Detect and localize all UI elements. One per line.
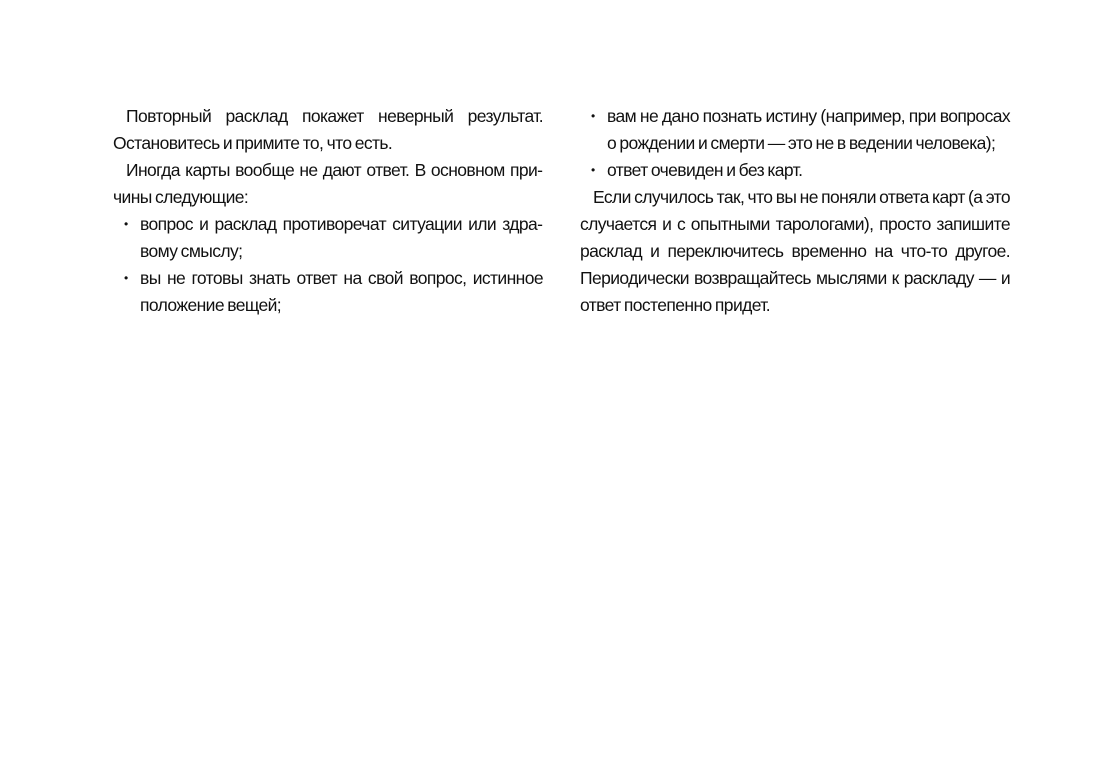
list-item-text: вам не дано познать истину (например, при вопросах о рождении и смерти — это не в ведении человека); [607, 106, 1010, 153]
list-item-text: ответ очевиден и без карт. [607, 160, 803, 180]
bullet-marker: • [124, 271, 128, 285]
left-column [113, 103, 543, 319]
bullet-marker: • [124, 217, 128, 231]
paragraph-no-answer: Иногда карты вообще не дают ответ. В основном причины следующие: [113, 160, 543, 207]
bullet-marker: • [591, 163, 595, 177]
list-item [113, 211, 543, 265]
bullet-marker: • [591, 109, 595, 123]
reasons-list-right [580, 103, 1010, 184]
reasons-list-left [113, 211, 543, 319]
paragraph-unclear-answer: Если случилось так, что вы не поняли ответа карт (а это случается и с опытными тарологами), просто запишите расклад и переключитесь временно на что-то другое. Периодически возвращайтесь мыслями к раскладу — и ответ постепенно придет. [580, 187, 1010, 315]
right-column [580, 103, 1010, 319]
list-item-text: вопрос и расклад противоречат ситуации или здравому смыслу; [140, 214, 543, 261]
list-item [113, 265, 543, 319]
list-item [580, 103, 1010, 157]
paragraph-repeat-spread: Повторный расклад покажет неверный результат. Остановитесь и примите то, что есть. [113, 106, 543, 153]
list-item [580, 157, 1010, 184]
list-item-text: вы не готовы знать ответ на свой вопрос, истинное положение вещей; [140, 268, 543, 315]
